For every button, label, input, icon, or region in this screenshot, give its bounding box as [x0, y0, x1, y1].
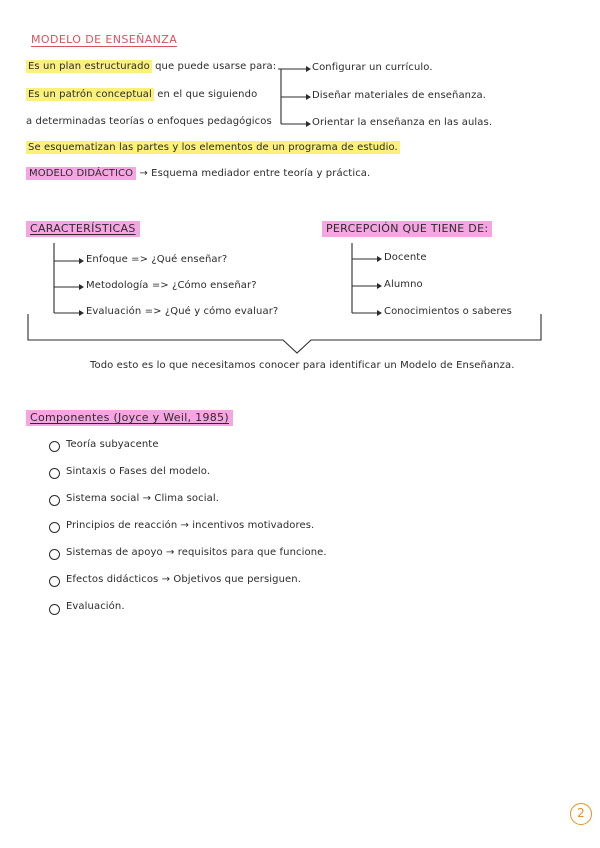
didactic-model-text: Esquema mediador entre teoría y práctica.	[151, 168, 371, 179]
component-item: Efectos didácticos → Objetivos que persiguen.	[66, 574, 302, 585]
component-item: Principios de reacción → incentivos motivadores.	[66, 520, 315, 531]
component-item: Sistemas de apoyo → requisitos para que funcione.	[66, 547, 327, 558]
arrow-icon: →	[139, 168, 148, 179]
highlight-pattern: Es un patrón conceptual	[28, 89, 152, 100]
perception-item: Docente	[384, 252, 427, 263]
bullet-circle-icon	[49, 468, 60, 479]
bullet-circle-icon	[49, 495, 60, 506]
page-number: 2	[570, 803, 592, 825]
didactic-model-label: MODELO DIDÁCTICO	[26, 167, 136, 180]
use-item: Configurar un currículo.	[312, 62, 433, 73]
didactic-model-line	[26, 168, 370, 179]
intro-line-2	[26, 89, 257, 100]
use-item: Orientar la enseñanza en las aulas.	[312, 117, 493, 128]
summary-text: Todo esto es lo que necesitamos conocer para identificar un Modelo de Enseñanza.	[90, 360, 515, 371]
component-item: Evaluación.	[66, 601, 125, 612]
component-item: Sistema social → Clima social.	[66, 493, 219, 504]
bullet-circle-icon	[49, 576, 60, 587]
perception-heading: PERCEPCIÓN QUE TIENE DE:	[322, 221, 492, 237]
use-item: Diseñar materiales de enseñanza.	[312, 90, 486, 101]
schema-line: Se esquematizan las partes y los elementos de un programa de estudio.	[28, 142, 398, 153]
page-title: MODELO DE ENSEÑANZA	[31, 33, 178, 46]
component-item: Teoría subyacente	[66, 439, 159, 450]
characteristic-item: Enfoque => ¿Qué enseñar?	[86, 254, 228, 265]
bullet-circle-icon	[49, 604, 60, 615]
component-item: Sintaxis o Fases del modelo.	[66, 466, 211, 477]
characteristic-item: Evaluación => ¿Qué y cómo evaluar?	[86, 306, 279, 317]
bullet-circle-icon	[49, 522, 60, 533]
characteristics-heading: CARACTERÍSTICAS	[26, 221, 140, 237]
intro-line-1-rest: que puede usarse para:	[155, 61, 277, 72]
intro-line-3: a determinadas teorías o enfoques pedagógicos	[26, 116, 272, 127]
bullet-circle-icon	[49, 549, 60, 560]
characteristic-item: Metodología => ¿Cómo enseñar?	[86, 280, 257, 291]
intro-line-1	[26, 61, 276, 72]
components-heading: Componentes (Joyce y Weil, 1985)	[26, 410, 233, 426]
perception-item: Alumno	[384, 279, 423, 290]
intro-line-2-rest: en el que siguiendo	[157, 89, 258, 100]
perception-item: Conocimientos o saberes	[384, 306, 512, 317]
bullet-circle-icon	[49, 441, 60, 452]
highlight-plan: Es un plan estructurado	[28, 61, 150, 72]
